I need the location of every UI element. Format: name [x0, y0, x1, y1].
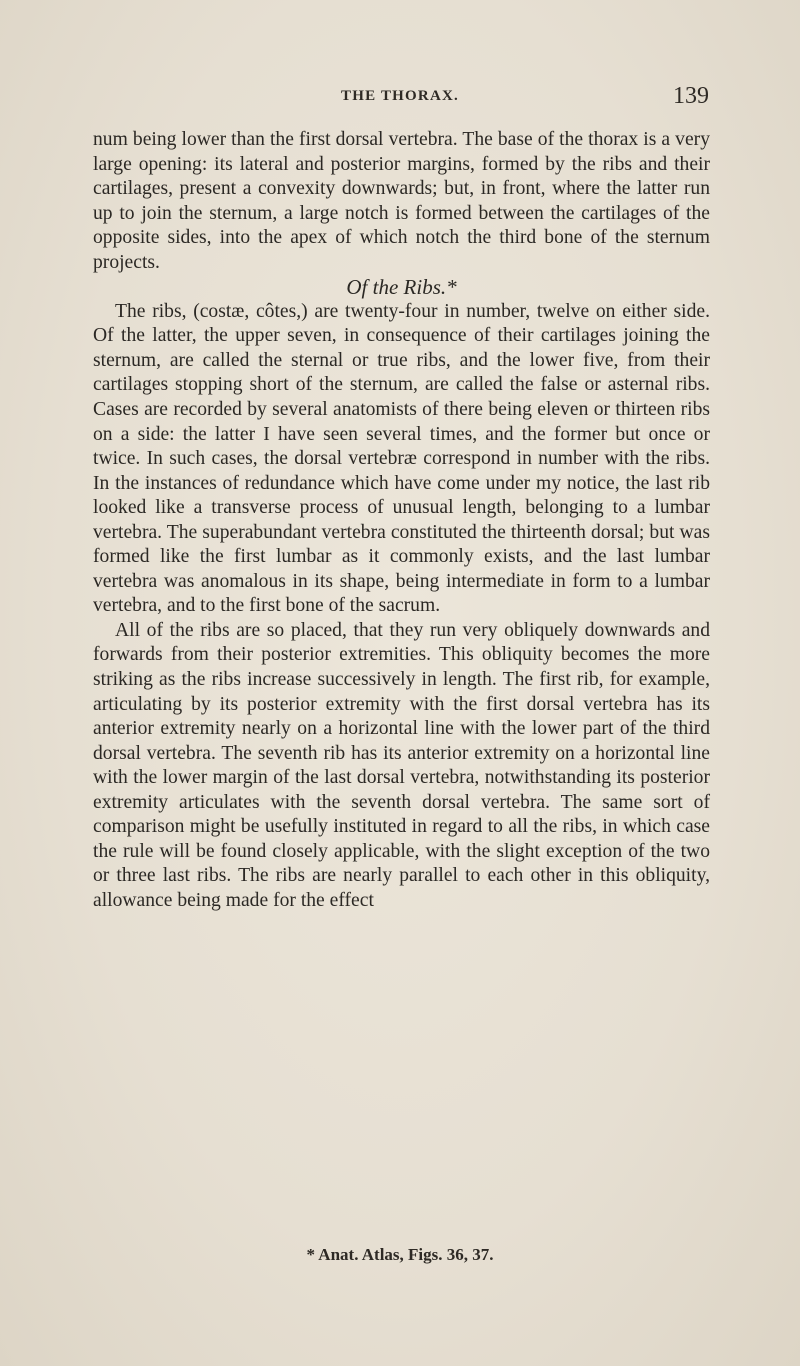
running-head: THE THORAX.	[341, 88, 459, 104]
footnote: * Anat. Atlas, Figs. 36, 37.	[306, 1245, 494, 1264]
paragraph-continued: num being lower than the first dorsal vertebra. The base of the thorax is a very large opening: its lateral and posterior margins, formed by the ribs and their cartilages, present a convexity downwards; but, in front, where the latter run up to join the sternum, a large notch is formed between the cartilages of the opposite sides, into the apex of which notch the third bone of the sternum projects.	[93, 129, 710, 273]
paragraph-ribs-number: The ribs, (costæ, côtes,) are twenty-four in number, twelve on either side. Of the latter, the upper seven, in consequence of their cartilages joining the sternum, are called the sternal or true ribs, and the lower five, from their cartilages stopping short of the sternum, are called the false or asternal ribs. Cases are recorded by several anatomists of there being eleven or thirteen ribs on a side: the latter I have seen several times, and the former but once or twice. In such cases, the dorsal vertebræ correspond in number with the ribs. In the instances of redundance which have come under my notice, the last rib looked like a transverse process of unusual length, belonging to a lumbar vertebra. The superabundant vertebra constituted the thirteenth dorsal; but was formed like the first lumbar as it commonly exists, and the last lumbar vertebra was anomalous in its shape, being intermediate in form to a lumbar vertebra, and to the first bone of the sacrum.	[93, 300, 710, 617]
page-header	[0, 83, 800, 110]
section-title: Of the Ribs.*	[346, 275, 457, 300]
page-number: 139	[673, 83, 709, 109]
body-text	[93, 128, 710, 914]
paragraph-ribs-obliquity: All of the ribs are so placed, that they run very obliquely downwards and forwards from their posterior extremities. This obliquity becomes the more striking as the ribs increase successively in length. The first rib, for example, articulating by its posterior extremity with the first dorsal vertebra has its anterior extremity nearly on a horizontal line with the lower part of the third dorsal vertebra. The seventh rib has its anterior extremity on a horizontal line with the lower margin of the last dorsal vertebra, notwithstanding its posterior extremity articulates with the seventh dorsal vertebra. The same sort of comparison might be usefully instituted in regard to all the ribs, in which case the rule will be found closely applicable, with the slight exception of the two or three last ribs. The ribs are nearly parallel to each other in this obliquity, allowance being made for the effect	[93, 619, 710, 911]
